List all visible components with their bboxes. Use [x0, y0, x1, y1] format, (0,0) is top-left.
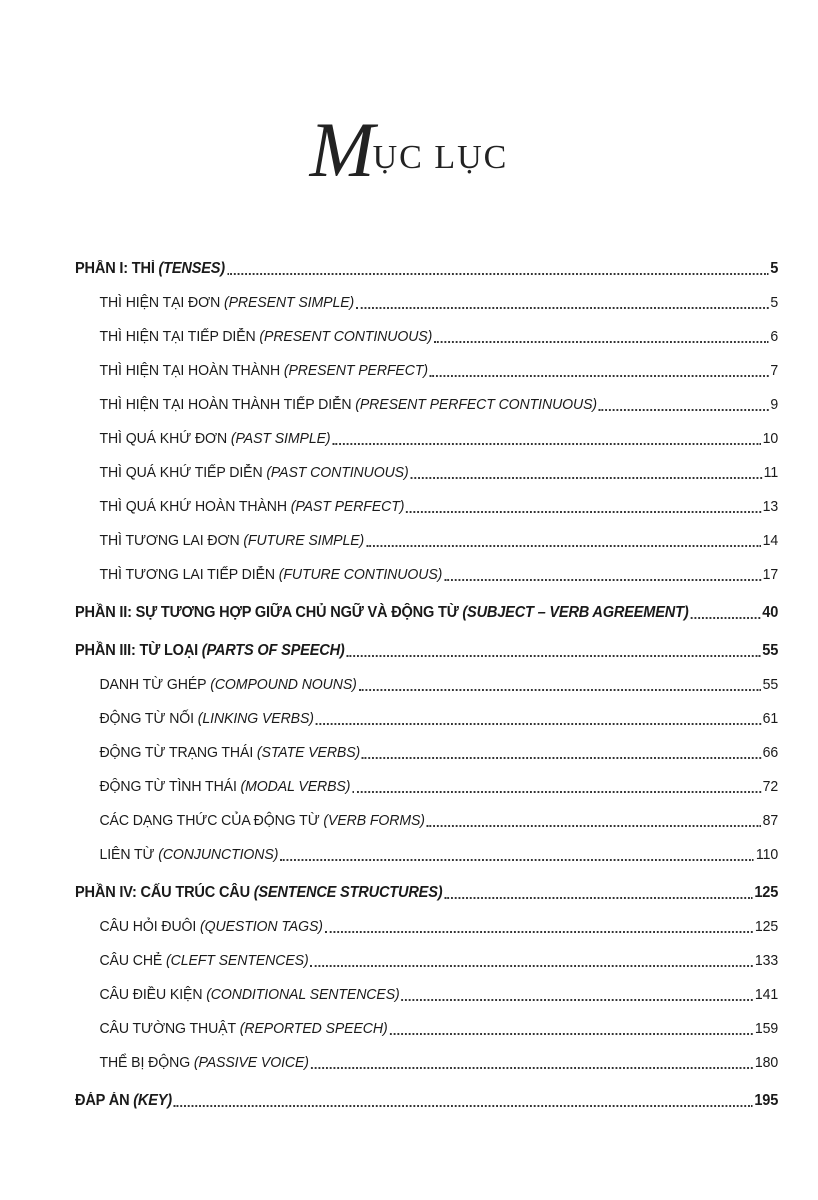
toc-entry-english: (TENSES) — [158, 260, 225, 277]
toc-entry-title: THÌ HIỆN TẠI TIẾP DIỄN — [99, 328, 256, 345]
toc-entry-title: CÂU CHẺ — [99, 952, 163, 969]
toc-item-row — [75, 978, 778, 1012]
toc-entry-english: (PARTS OF SPEECH) — [201, 642, 345, 659]
toc-page-number: 17 — [762, 566, 779, 583]
toc-entry-title: CÂU TƯỜNG THUẬT — [99, 1020, 237, 1037]
title-initial: M — [309, 106, 373, 193]
toc-entry-title: PHẦN II: SỰ TƯƠNG HỢP GIỮA CHỦ NGỮ VÀ ĐỘNG TỪ — [75, 604, 459, 621]
toc-entry-title: ĐÁP ÁN — [75, 1092, 130, 1109]
toc-entry-title: ĐỘNG TỪ TÌNH THÁI — [99, 778, 237, 795]
toc-entry-english: (PAST SIMPLE) — [230, 430, 331, 447]
toc-page-number: 14 — [762, 532, 779, 549]
dot-leader — [332, 443, 760, 445]
toc-item-row — [75, 286, 778, 320]
toc-item-row — [75, 1046, 778, 1080]
toc-page-number: 5 — [770, 260, 779, 277]
page-title — [0, 105, 818, 195]
dot-leader — [366, 545, 761, 547]
toc-entry-english: (CLEFT SENTENCES) — [166, 952, 309, 969]
toc-entry-title: CÂU HỎI ĐUÔI — [99, 918, 197, 935]
toc-entry-title: ĐỘNG TỪ TRẠNG THÁI — [99, 744, 254, 761]
toc-entry-english: (PAST CONTINUOUS) — [266, 464, 409, 481]
toc-entry-english: (QUESTION TAGS) — [200, 918, 323, 935]
toc-entry-english: (PRESENT PERFECT CONTINUOUS) — [355, 396, 598, 413]
toc-part-row — [75, 634, 778, 668]
toc-entry-title: ĐỘNG TỪ NỐI — [99, 710, 195, 727]
dot-leader — [356, 307, 768, 309]
toc-entry-english: (PRESENT SIMPLE) — [223, 294, 355, 311]
toc-page-number: 195 — [754, 1092, 779, 1109]
toc-page-number: 125 — [754, 918, 779, 935]
toc-entry-title: THÌ QUÁ KHỨ HOÀN THÀNH — [99, 498, 287, 515]
toc-entry-title: CÂU ĐIỀU KIỆN — [99, 986, 203, 1003]
dot-leader — [227, 273, 768, 275]
dot-leader — [316, 723, 761, 725]
toc-entry-title: THÌ HIỆN TẠI HOÀN THÀNH TIẾP DIỄN — [99, 396, 352, 413]
toc-entry-title: THÌ HIỆN TẠI ĐƠN — [99, 294, 221, 311]
toc-page-number: 11 — [763, 464, 779, 481]
dot-leader — [359, 689, 761, 691]
toc-page-number: 125 — [754, 884, 779, 901]
toc-entry-english: (LINKING VERBS) — [197, 710, 314, 727]
toc-entry-title: PHẦN I: THÌ — [75, 260, 155, 277]
dot-leader — [444, 579, 761, 581]
dot-leader — [410, 477, 761, 479]
toc-page-number: 10 — [762, 430, 779, 447]
toc-entry-english: (SENTENCE STRUCTURES) — [253, 884, 443, 901]
toc-page-number: 13 — [762, 498, 779, 515]
dot-leader — [280, 859, 754, 861]
toc-entry-title: THÌ TƯƠNG LAI ĐƠN — [99, 532, 240, 549]
toc-item-row — [75, 668, 778, 702]
dot-leader — [427, 825, 761, 827]
toc-item-row — [75, 558, 778, 592]
toc-entry-title: LIÊN TỪ — [99, 846, 155, 863]
dot-leader — [690, 617, 760, 619]
toc-entry-title: DANH TỪ GHÉP — [99, 676, 207, 693]
toc-page-number: 110 — [755, 846, 779, 863]
toc-entry-english: (FUTURE SIMPLE) — [243, 532, 365, 549]
dot-leader — [310, 965, 753, 967]
dot-leader — [362, 757, 761, 759]
toc-item-row — [75, 770, 778, 804]
dot-leader — [444, 897, 752, 899]
toc-page-number: 180 — [754, 1054, 779, 1071]
toc-entry-title: THÌ TƯƠNG LAI TIẾP DIỄN — [99, 566, 275, 583]
toc-item-row — [75, 838, 778, 872]
toc-entry-english: (PASSIVE VOICE) — [193, 1054, 309, 1071]
toc-page-number: 5 — [770, 294, 779, 311]
toc-item-row — [75, 804, 778, 838]
toc-item-row — [75, 736, 778, 770]
toc-item-row — [75, 1012, 778, 1046]
toc-entry-english: (FUTURE CONTINUOUS) — [278, 566, 443, 583]
toc-entry-title: THÌ HIỆN TẠI HOÀN THÀNH — [99, 362, 281, 379]
dot-leader — [325, 931, 753, 933]
table-of-contents — [75, 252, 778, 1118]
dot-leader — [389, 1033, 753, 1035]
toc-entry-english: (MODAL VERBS) — [240, 778, 351, 795]
toc-page-number: 66 — [762, 744, 779, 761]
toc-entry-title: CÁC DẠNG THỨC CỦA ĐỘNG TỪ — [99, 812, 320, 829]
toc-item-row — [75, 490, 778, 524]
toc-item-row — [75, 354, 778, 388]
toc-page-number: 159 — [754, 1020, 779, 1037]
toc-entry-english: (CONDITIONAL SENTENCES) — [206, 986, 400, 1003]
dot-leader — [430, 375, 769, 377]
toc-page-number: 40 — [762, 604, 779, 621]
toc-entry-title: THÌ QUÁ KHỨ TIẾP DIỄN — [99, 464, 263, 481]
toc-entry-english: (CONJUNCTIONS) — [158, 846, 279, 863]
toc-page-number: 141 — [754, 986, 779, 1003]
toc-page-number: 9 — [770, 396, 779, 413]
toc-entry-title: THỂ BỊ ĐỘNG — [99, 1054, 191, 1071]
toc-entry-english: (SUBJECT – VERB AGREEMENT) — [462, 604, 689, 621]
toc-entry-english: (PAST PERFECT) — [290, 498, 405, 515]
toc-entry-english: (COMPOUND NOUNS) — [210, 676, 357, 693]
toc-entry-english: (PRESENT CONTINUOUS) — [259, 328, 433, 345]
toc-entry-english: (REPORTED SPEECH) — [239, 1020, 388, 1037]
dot-leader — [352, 791, 761, 793]
toc-entry-english: (PRESENT PERFECT) — [283, 362, 428, 379]
toc-item-row — [75, 944, 778, 978]
toc-item-row — [75, 910, 778, 944]
toc-entry-title: PHẦN IV: CẤU TRÚC CÂU — [75, 884, 250, 901]
dot-leader — [311, 1067, 753, 1069]
toc-item-row — [75, 320, 778, 354]
toc-part-row — [75, 1084, 778, 1118]
toc-entry-english: (KEY) — [133, 1092, 172, 1109]
toc-entry-title: PHẦN III: TỪ LOẠI — [75, 642, 199, 659]
toc-entry-title: THÌ QUÁ KHỨ ĐƠN — [99, 430, 228, 447]
toc-page-number: 55 — [762, 642, 779, 659]
dot-leader — [599, 409, 769, 411]
toc-page-number: 55 — [762, 676, 779, 693]
toc-part-row — [75, 876, 778, 910]
toc-entry-english: (VERB FORMS) — [323, 812, 425, 829]
toc-entry-english: (STATE VERBS) — [256, 744, 361, 761]
toc-item-row — [75, 456, 778, 490]
toc-page-number: 72 — [762, 778, 779, 795]
toc-item-row — [75, 702, 778, 736]
toc-page-number: 133 — [754, 952, 779, 969]
dot-leader — [434, 341, 768, 343]
toc-part-row — [75, 252, 778, 286]
dot-leader — [174, 1105, 753, 1107]
toc-item-row — [75, 388, 778, 422]
toc-page-number: 61 — [762, 710, 779, 727]
toc-page-number: 6 — [770, 328, 779, 345]
toc-item-row — [75, 422, 778, 456]
title-rest: ỤC LỤC — [372, 139, 509, 176]
dot-leader — [406, 511, 761, 513]
toc-page-number: 7 — [770, 362, 779, 379]
toc-page-number: 87 — [762, 812, 779, 829]
dot-leader — [346, 655, 760, 657]
dot-leader — [402, 999, 753, 1001]
toc-item-row — [75, 524, 778, 558]
toc-part-row — [75, 596, 778, 630]
